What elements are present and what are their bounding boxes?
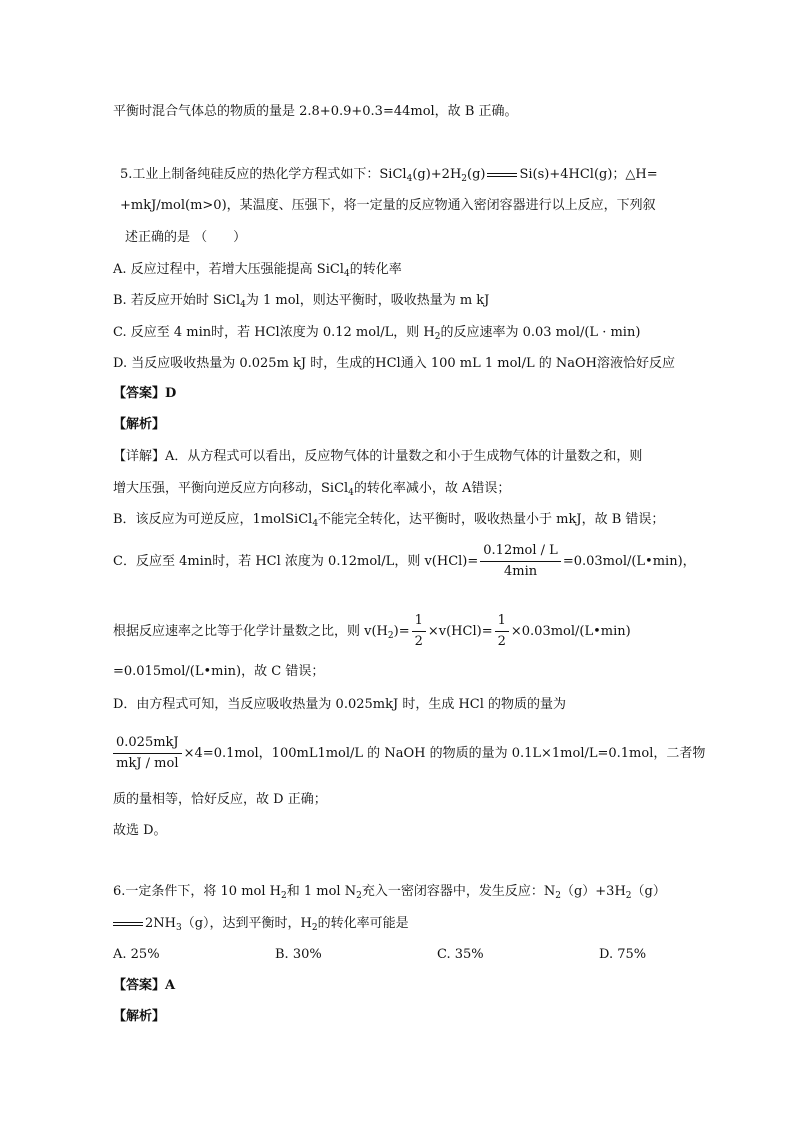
option-b: B. 若反应开始时 SiCl$_4$为 1 mol，则达平衡时，吸收热量为 m kJ	[113, 293, 490, 310]
question-6-stem: 6.一定条件下，将 10 mol $H_2$和 1 mol $N_2$充入一密闭容器中，发生反应：$N_2(g)+3H_2(g)$	[113, 884, 666, 901]
detail-d-line1: D．由方程式可知，当反应吸收热量为 0.025mkJ 时，生成 HCl 的物质的量为	[113, 697, 567, 712]
question-5-stem-line3: 述正确的是 （ ）	[125, 230, 247, 245]
question-6-stem-line2: $2NH_3(g)$，达到平衡时，$H_2$的转化率可能是	[113, 916, 409, 932]
equilibrium-arrow-icon	[487, 171, 517, 179]
equilibrium-arrow-icon	[113, 920, 143, 928]
option-c: C. 35%	[437, 947, 484, 962]
answer-label: 【答案】A	[113, 978, 176, 993]
answer-label: 【答案】D	[113, 386, 177, 401]
detail-c: C．反应至 4min时，若 HCl 浓度为 0.12mol/L，则 v(HCl)= $\frac{\text{0.12mol / L}}{4\min}$ =0.03mol/(L•min)，	[113, 543, 696, 579]
fraction: $\frac{\text{0.12mol / L}}{4\min}$	[480, 543, 561, 580]
fraction: $\frac{\text{0.025mkJ}}{\text{mkJ / mol}}$	[113, 735, 182, 772]
analysis-label: 【解析】	[113, 1009, 166, 1024]
question-5-stem-line2: +mkJ/mol(m>0)，某温度、压强下，将一定量的反应物通入密闭容器进行以上反应，下列叙	[120, 198, 656, 213]
option-b: B. 30%	[275, 947, 322, 962]
question-5-stem: 5.工业上制备纯硅反应的热化学方程式如下：$SiCl_4(g)+2H_2(g)$ Si(s)+4HCl(g)；△H=	[120, 167, 658, 184]
text-line: 平衡时混合气体总的物质的量是 2.8+0.9+0.3=44mol，故 B 正确。	[113, 104, 518, 119]
rate-ratio-line: 根据反应速率之比等于化学计量数之比，则 $v(H_2)=$ $\frac{1}{2}$ ×v(HCl)= $\frac{1}{2}$ ×0.03mol/(L•min)	[113, 613, 631, 649]
fraction: $\frac{1}{2}$	[495, 613, 509, 650]
detail-a-line1: 【详解】A．从方程式可以看出，反应物气体的计量数之和小于生成物气体的计量数之和，则	[113, 449, 643, 464]
option-d: D. 75%	[599, 947, 647, 962]
rate-result-line: =0.015mol/(L•min)，故 C 错误；	[113, 664, 325, 679]
detail-d-line3: 质的量相等，恰好反应，故 D 正确；	[113, 792, 327, 807]
detail-d-line2: $\frac{\text{0.025mkJ}}{\text{mkJ / mol}}$ ×4=0.1mol，100mL1mol/L 的 NaOH 的物质的量为 0.1L×1mol/L=0.1mol，二者物	[113, 735, 705, 772]
analysis-label: 【解析】	[113, 417, 166, 432]
detail-b: B．该反应为可逆反应，1molSiCl$_4$不能完全转化，达平衡时，吸收热量小于 mkJ，故 B 错误；	[113, 512, 665, 529]
detail-d-line4: 故选 D。	[113, 823, 167, 838]
option-a: A. 25%	[113, 947, 160, 962]
option-d: D. 当反应吸收热量为 0.025m kJ 时，生成的HCl通入 100 mL 1 mol/L 的 NaOH溶液恰好反应	[113, 356, 675, 371]
option-c: C. 反应至 4 min时，若 HCl浓度为 0.12 mol/L，则 $H_2$的反应速率为 0.03 mol/(L · min)	[113, 325, 641, 342]
fraction: $\frac{1}{2}$	[412, 613, 426, 650]
detail-a-line2: 增大压强，平衡向逆反应方向移动，SiCl$_4$的转化率减小，故 A错误；	[113, 481, 511, 498]
option-a: A. 反应过程中，若增大压强能提高 SiCl$_4$的转化率	[113, 262, 402, 279]
